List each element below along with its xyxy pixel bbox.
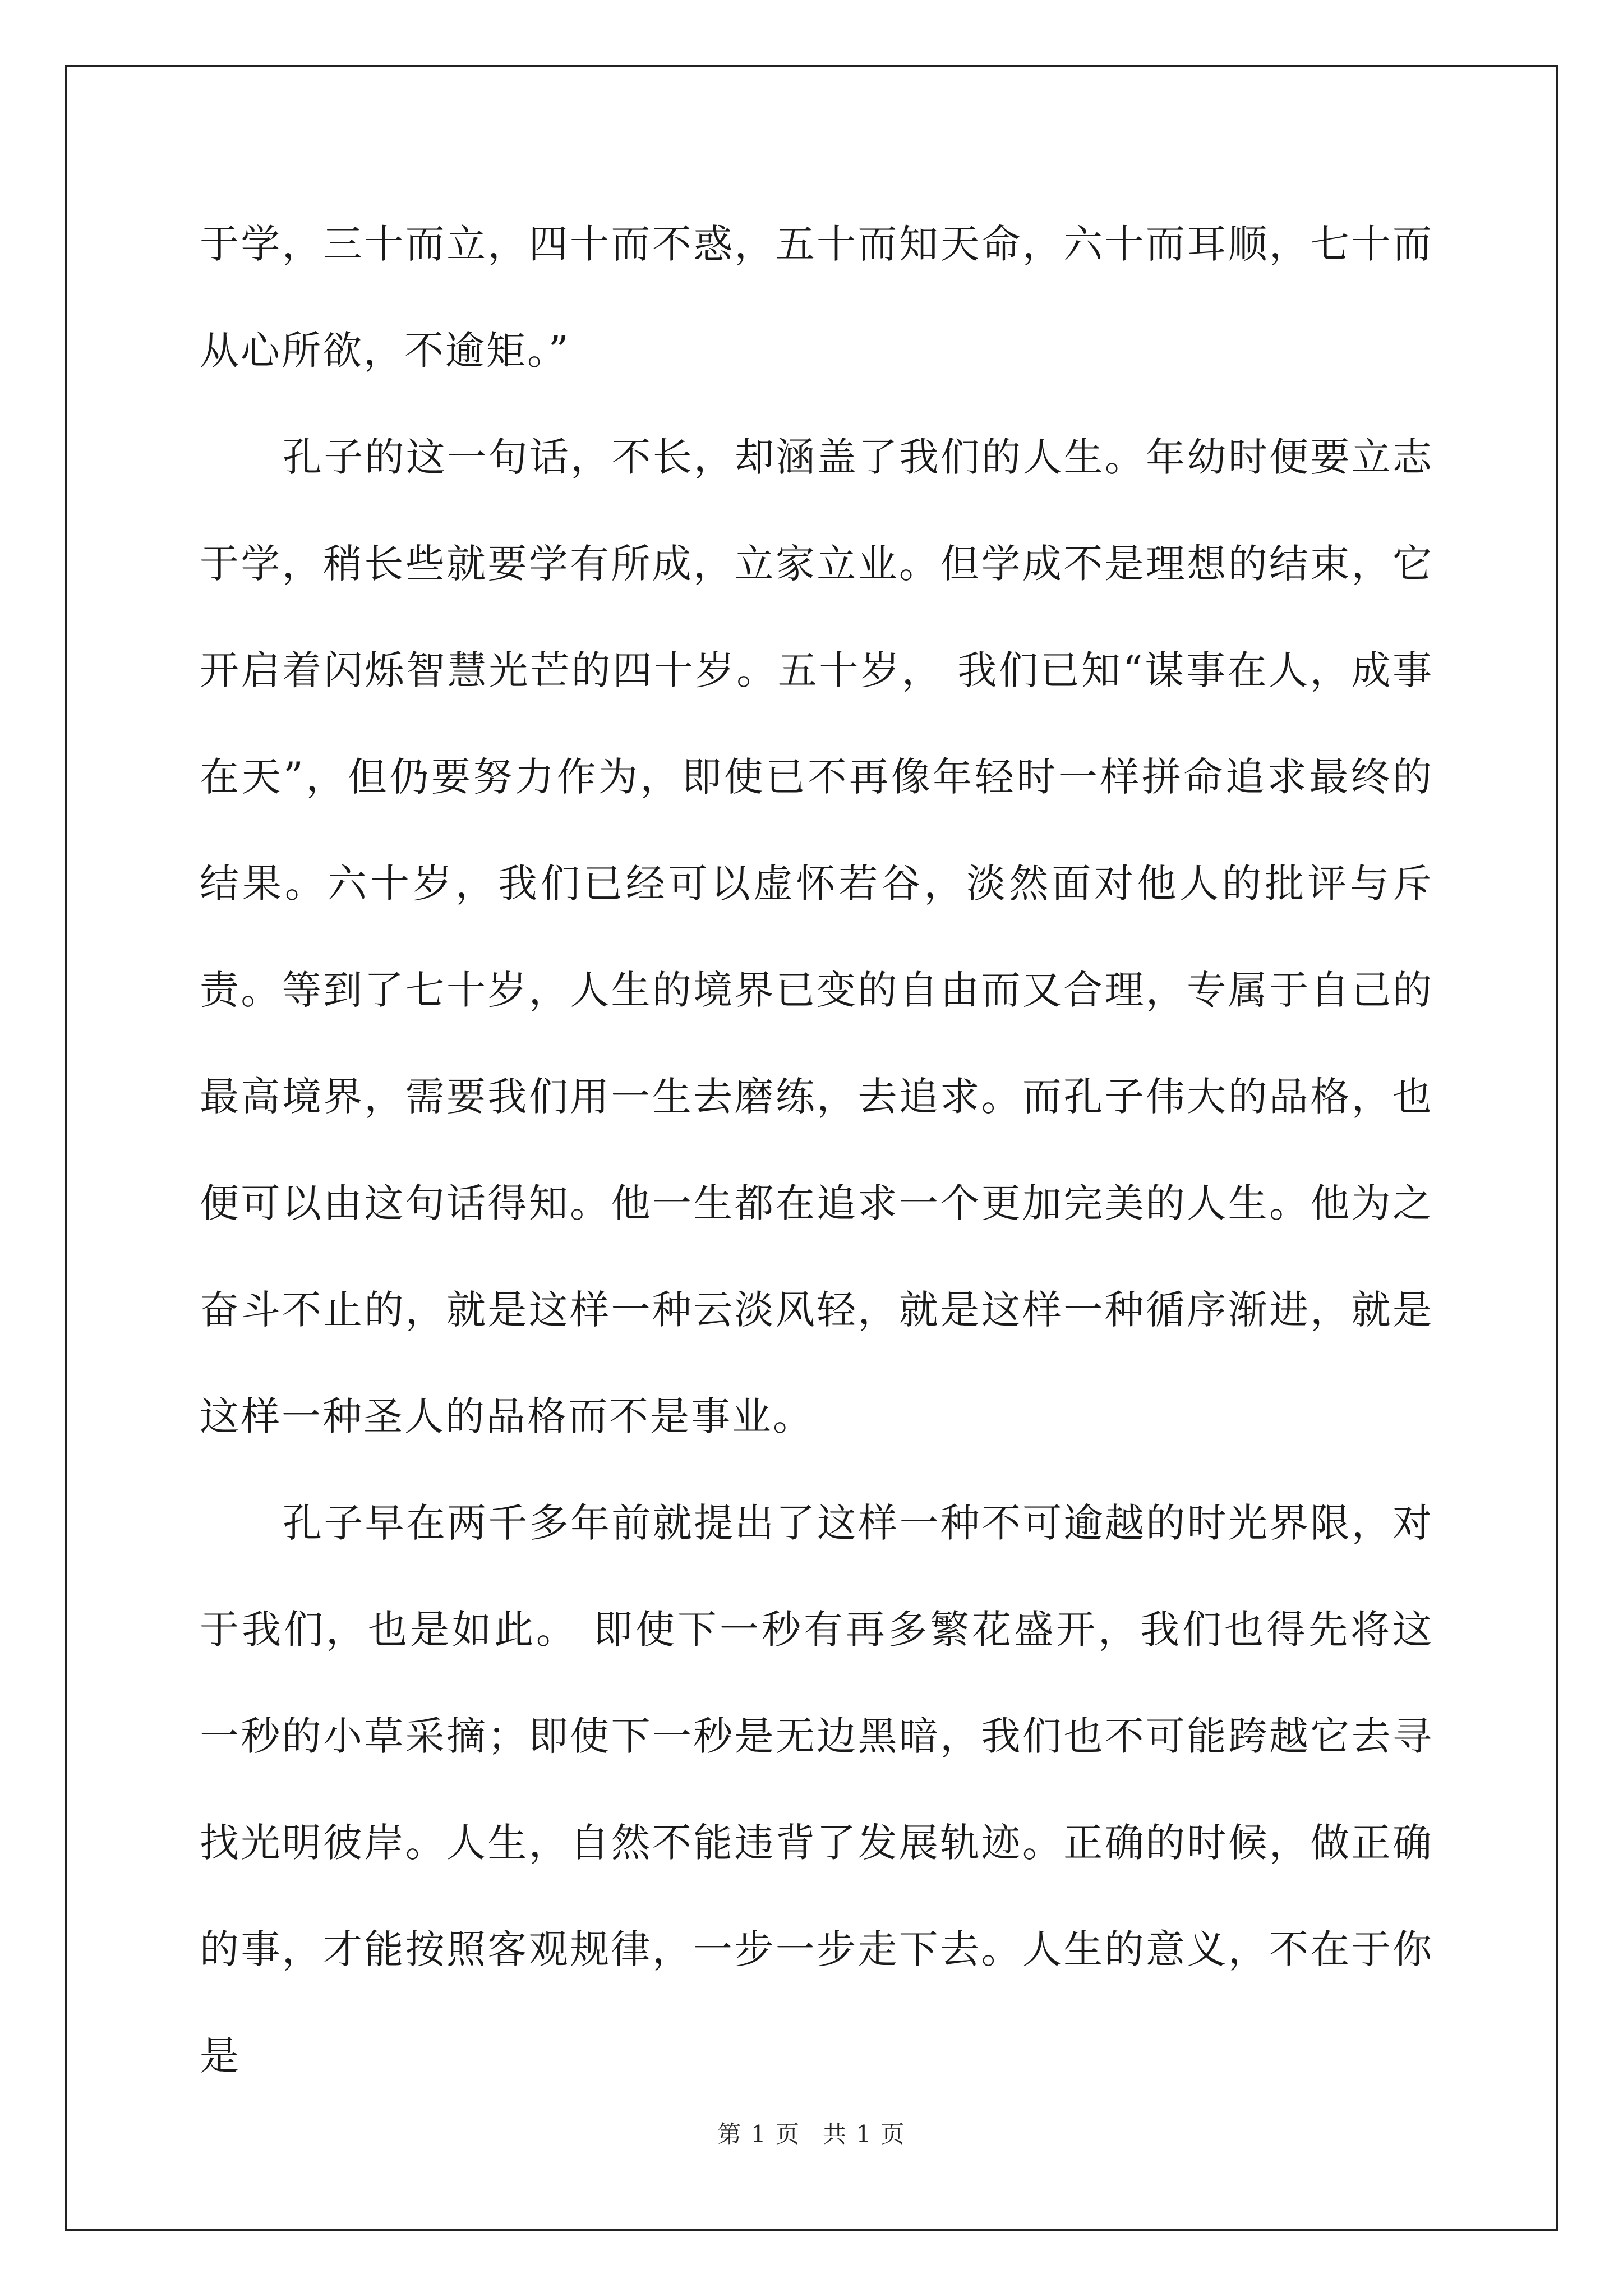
- paragraph-1: 于学，三十而立，四十而不惑，五十而知天命，六十而耳顺，七十而从心所欲，不逾矩。”: [200, 221, 1433, 374]
- document-body: [200, 191, 1433, 2109]
- page-total: 共 1 页: [823, 2120, 906, 2148]
- page-footer: [0, 2116, 1623, 2150]
- paragraph-2: 孔子的这一句话，不长，却涵盖了我们的人生。年幼时便要立志于学，稍长些就要学有所成，立家立业。但学成不是理想的结束，它开启着闪烁智慧光芒的四十岁。五十岁， 我们已知“谋事在人，成事在天”，但仍要努力作为，即使已不再像年轻时一样拼命追求最终的结果。六十岁，我们已经可以虚怀若谷，淡然面对他人的批评与斥责。等到了七十岁，人生的境界已变的自由而又合理，专属于自己的最高境界，需要我们用一生去磨练，去追求。而孔子伟大的品格，也便可以由这句话得知。他一生都在追求一个更加完美的人生。他为之奋斗不止的，就是这样一种云淡风轻，就是这样一种循序渐进，就是这样一种圣人的品格而不是事业。: [200, 434, 1433, 1439]
- page-number: 第 1 页: [717, 2120, 800, 2148]
- paragraph-3: 孔子早在两千多年前就提出了这样一种不可逾越的时光界限，对于我们，也是如此。 即使下一秒有再多繁花盛开，我们也得先将这一秒的小草采摘；即使下一秒是无边黑暗，我们也不可能跨越它去寻找光明彼岸。人生，自然不能违背了发展轨迹。正确的时候，做正确的事，才能按照客观规律，一步一步走下去。人生的意义，不在于你是: [200, 1500, 1433, 2079]
